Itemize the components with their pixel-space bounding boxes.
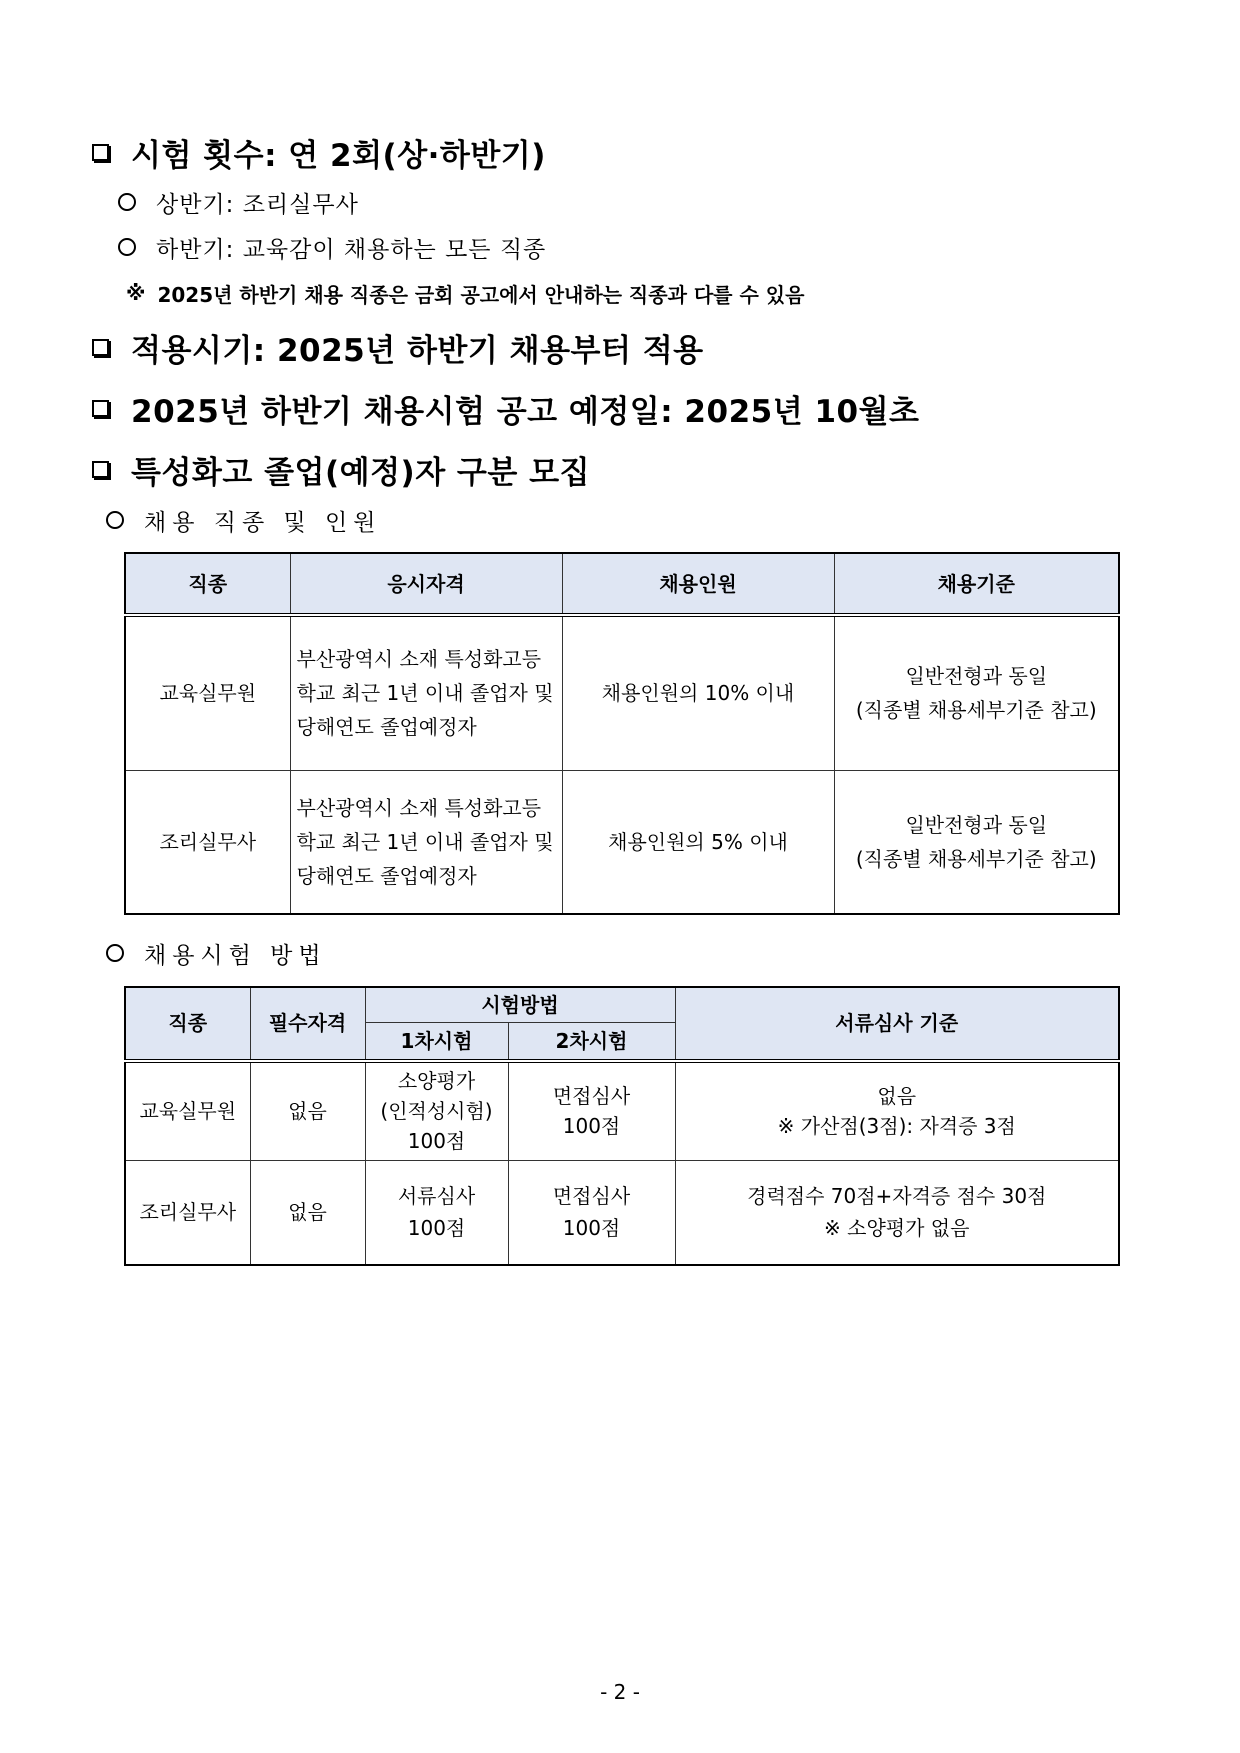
count-cell: 채용인원의 5% 이내 xyxy=(562,770,834,914)
qualification-line: 부산광역시 소재 특성화고등 xyxy=(296,647,542,672)
table-row xyxy=(125,1161,1119,1265)
column-header: 시험방법 xyxy=(365,987,675,1023)
page-number: - 2 - xyxy=(600,1680,640,1704)
column-header: 직종 xyxy=(125,553,290,615)
job-cell: 교육실무원 xyxy=(125,615,290,770)
column-header: 1차시험 xyxy=(365,1023,508,1061)
table-header-row xyxy=(125,987,1119,1023)
column-header: 필수자격 xyxy=(250,987,365,1061)
required-cell: 없음 xyxy=(250,1061,365,1161)
column-header: 2차시험 xyxy=(508,1023,675,1061)
criteria-line: (직종별 채용세부기준 참고) xyxy=(855,698,1097,723)
note-line xyxy=(126,277,804,309)
square-bullet-icon xyxy=(92,461,109,478)
item-second-half xyxy=(118,229,546,265)
item-exam-method xyxy=(106,935,327,971)
item-text: 채용 직종 및 인원 xyxy=(144,509,382,536)
column-header: 채용기준 xyxy=(834,553,1119,615)
first-exam-line: 100점 xyxy=(407,1129,466,1154)
criteria-cell xyxy=(834,615,1119,770)
criteria-line: 일반전형과 동일 xyxy=(905,664,1048,689)
second-exam-cell xyxy=(508,1161,675,1265)
qualification-line: 학교 최근 1년 이내 졸업자 및 xyxy=(296,681,554,706)
second-exam-line: 면접심사 xyxy=(552,1084,631,1109)
heading-text: 2025년 하반기 채용시험 공고 예정일: 2025년 10월초 xyxy=(131,393,920,430)
qualification-line: 당해연도 졸업예정자 xyxy=(296,715,477,740)
note-mark: ※ xyxy=(126,281,146,305)
second-exam-line: 100점 xyxy=(562,1216,621,1241)
item-text: 채용시험 방법 xyxy=(144,942,327,969)
exam-method-table xyxy=(124,986,1120,1266)
column-header: 응시자격 xyxy=(290,553,562,615)
recruit-table xyxy=(124,552,1120,915)
job-cell: 조리실무사 xyxy=(125,770,290,914)
heading-text: 적용시기: 2025년 하반기 채용부터 적용 xyxy=(131,332,704,369)
criteria-cell xyxy=(834,770,1119,914)
heading-text: 시험 횟수: 연 2회(상·하반기) xyxy=(131,137,546,174)
job-cell: 교육실무원 xyxy=(125,1061,250,1161)
heading-special-school xyxy=(92,447,590,491)
criteria-line: 일반전형과 동일 xyxy=(905,812,1048,837)
first-exam-line: 100점 xyxy=(407,1216,466,1241)
heading-exam-count xyxy=(92,130,546,174)
first-exam-cell xyxy=(365,1161,508,1265)
criteria-cell xyxy=(675,1161,1119,1265)
square-bullet-icon xyxy=(92,339,109,356)
criteria-line: 없음 xyxy=(877,1084,917,1109)
second-exam-cell xyxy=(508,1061,675,1161)
table-header-row xyxy=(125,553,1119,615)
qualification-line: 부산광역시 소재 특성화고등 xyxy=(296,795,542,820)
qualification-line: 학교 최근 1년 이내 졸업자 및 xyxy=(296,829,554,854)
note-text: 2025년 하반기 채용 직종은 금회 공고에서 안내하는 직종과 다를 수 있음 xyxy=(157,282,805,307)
job-cell: 조리실무사 xyxy=(125,1161,250,1265)
item-text: 하반기: 교육감이 채용하는 모든 직종 xyxy=(156,236,547,263)
column-header: 서류심사 기준 xyxy=(675,987,1119,1061)
item-first-half xyxy=(118,184,359,220)
required-cell: 없음 xyxy=(250,1161,365,1265)
table-row xyxy=(125,615,1119,770)
first-exam-line: 소양평가 xyxy=(397,1069,476,1094)
circle-bullet-icon xyxy=(106,944,124,962)
circle-bullet-icon xyxy=(106,511,124,529)
heading-notice-date xyxy=(92,386,920,430)
first-exam-line: (인적성시험) xyxy=(380,1099,493,1124)
criteria-line: ※ 소양평가 없음 xyxy=(824,1216,970,1241)
table-row xyxy=(125,1061,1119,1161)
item-recruit-jobs xyxy=(106,502,381,538)
count-cell: 채용인원의 10% 이내 xyxy=(562,615,834,770)
first-exam-cell xyxy=(365,1061,508,1161)
column-header: 직종 xyxy=(125,987,250,1061)
second-exam-line: 100점 xyxy=(562,1114,621,1139)
qualification-line: 당해연도 졸업예정자 xyxy=(296,863,477,888)
item-text: 상반기: 조리실무사 xyxy=(156,191,359,218)
first-exam-line: 서류심사 xyxy=(397,1184,476,1209)
qualification-cell xyxy=(290,615,562,770)
criteria-cell xyxy=(675,1061,1119,1161)
criteria-line: ※ 가산점(3점): 자격증 3점 xyxy=(777,1114,1016,1139)
heading-text: 특성화고 졸업(예정)자 구분 모집 xyxy=(131,454,591,491)
heading-apply-period xyxy=(92,325,704,369)
second-exam-line: 면접심사 xyxy=(552,1184,631,1209)
circle-bullet-icon xyxy=(118,193,136,211)
table-row xyxy=(125,770,1119,914)
criteria-line: 경력점수 70점+자격증 점수 30점 xyxy=(747,1184,1047,1209)
circle-bullet-icon xyxy=(118,238,136,256)
square-bullet-icon xyxy=(92,400,109,417)
qualification-cell xyxy=(290,770,562,914)
column-header: 채용인원 xyxy=(562,553,834,615)
criteria-line: (직종별 채용세부기준 참고) xyxy=(855,846,1097,871)
square-bullet-icon xyxy=(92,144,109,161)
